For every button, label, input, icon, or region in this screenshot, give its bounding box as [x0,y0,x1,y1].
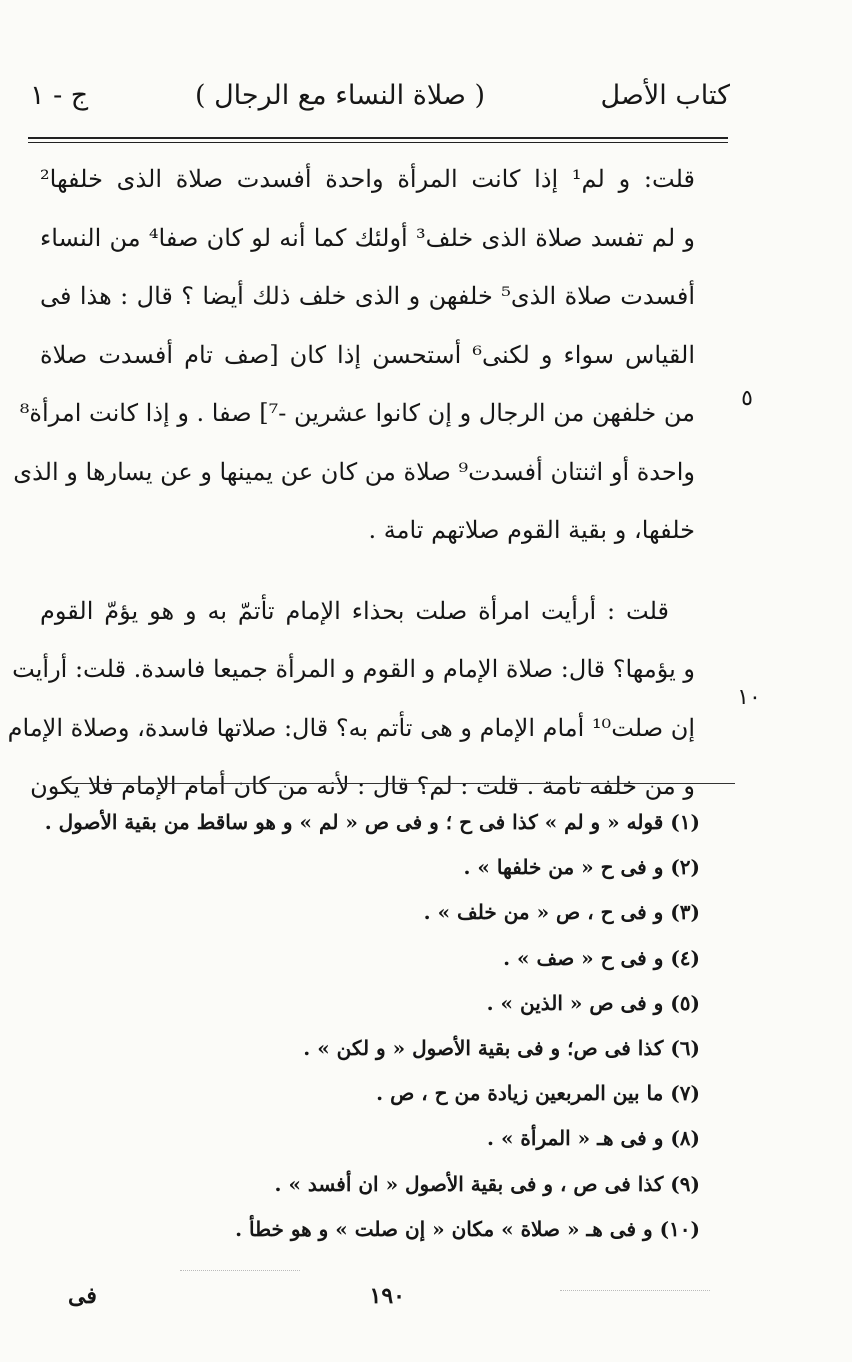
running-header [30,80,730,130]
footnote: (٤) و فى ح « صف » . [503,945,700,970]
footnote: (٧) ما بين المربعين زيادة من ح ، ص . [376,1081,700,1106]
book-title: كتاب الأصل [600,80,730,111]
text-line: أفسدت صلاة الذى⁵ خلفهن و الذى خلف ذلك أيضا ؟ قال : هذا فى [40,282,695,310]
page-number: ١٩٠ [369,1283,405,1309]
text-line: واحدة أو اثنتان أفسدت⁹ صلاة من كان عن يمينها و عن يسارها و الذى [13,457,695,486]
page-footer [30,1283,730,1323]
footnote: (٩) كذا فى ص ، و فى بقية الأصول « ان أفسد » . [274,1171,700,1196]
scan-noise [180,1270,300,1271]
chapter-title: ( صلاة النساء مع الرجال ) [194,80,485,111]
header-rule [28,137,728,143]
text-line: و لم تفسد صلاة الذى خلف³ أولئك كما أنه لو كان صفا⁴ من النساء [40,223,696,252]
text-line: قلت : أرأيت امرأة صلت بحذاء الإمام تأتمّ به و هو يؤمّ القوم [40,596,669,625]
text-line: و من خلفه تامة . قلت : لم؟ قال : لأنه من كان أمام الإمام فلا يكون [30,772,695,800]
scan-noise [560,1290,710,1291]
line-number: ١٠ [737,685,761,710]
catchword: فى [68,1283,97,1309]
footnote: (١) قوله « و لم » كذا فى ح ؛ و فى ص « لم » و هو ساقط من بقية الأصول . [44,810,700,834]
line-number: ٥ [741,386,753,411]
text-line: القياس سواء و لكنى⁶ أستحسن إذا كان [صف تام أفسدت صلاة [40,340,695,369]
footnote: (٨) و فى هـ « المرأة » . [487,1126,700,1151]
footnotes [40,800,700,1252]
text-line: خلفها، و بقية القوم صلاتهم تامة . [368,516,695,544]
text-line: من خلفهن من الرجال و إن كانوا عشرين -⁷] صفا . و إذا كانت امرأة⁸ [19,399,695,427]
volume-label: ج - ١ [30,80,89,111]
main-text [7,150,696,816]
text-line: إن صلت¹⁰ أمام الإمام و هى تأتم به؟ قال: صلاتها فاسدة، وصلاة الإمام [7,713,695,742]
footnote: (٣) و فى ح ، ص « من خلف » . [423,900,700,925]
footnote: (٦) كذا فى ص؛ و فى بقية الأصول « و لكن » . [303,1035,700,1060]
footnote: (٢) و فى ح « من خلفها » . [463,855,700,880]
footnote-rule [65,783,735,784]
footnote: (١٠) و فى هـ « صلاة » مكان « إن صلت » و هو خطأ . [235,1216,700,1241]
footnote: (٥) و فى ص « الذين » . [486,990,700,1015]
text-line: قلت: و لم¹ إذا كانت المرأة واحدة أفسدت صلاة الذى خلفها² [40,165,695,193]
text-line: و يؤمها؟ قال: صلاة الإمام و القوم و المرأة جميعا فاسدة. قلت: أرأيت [12,655,695,683]
